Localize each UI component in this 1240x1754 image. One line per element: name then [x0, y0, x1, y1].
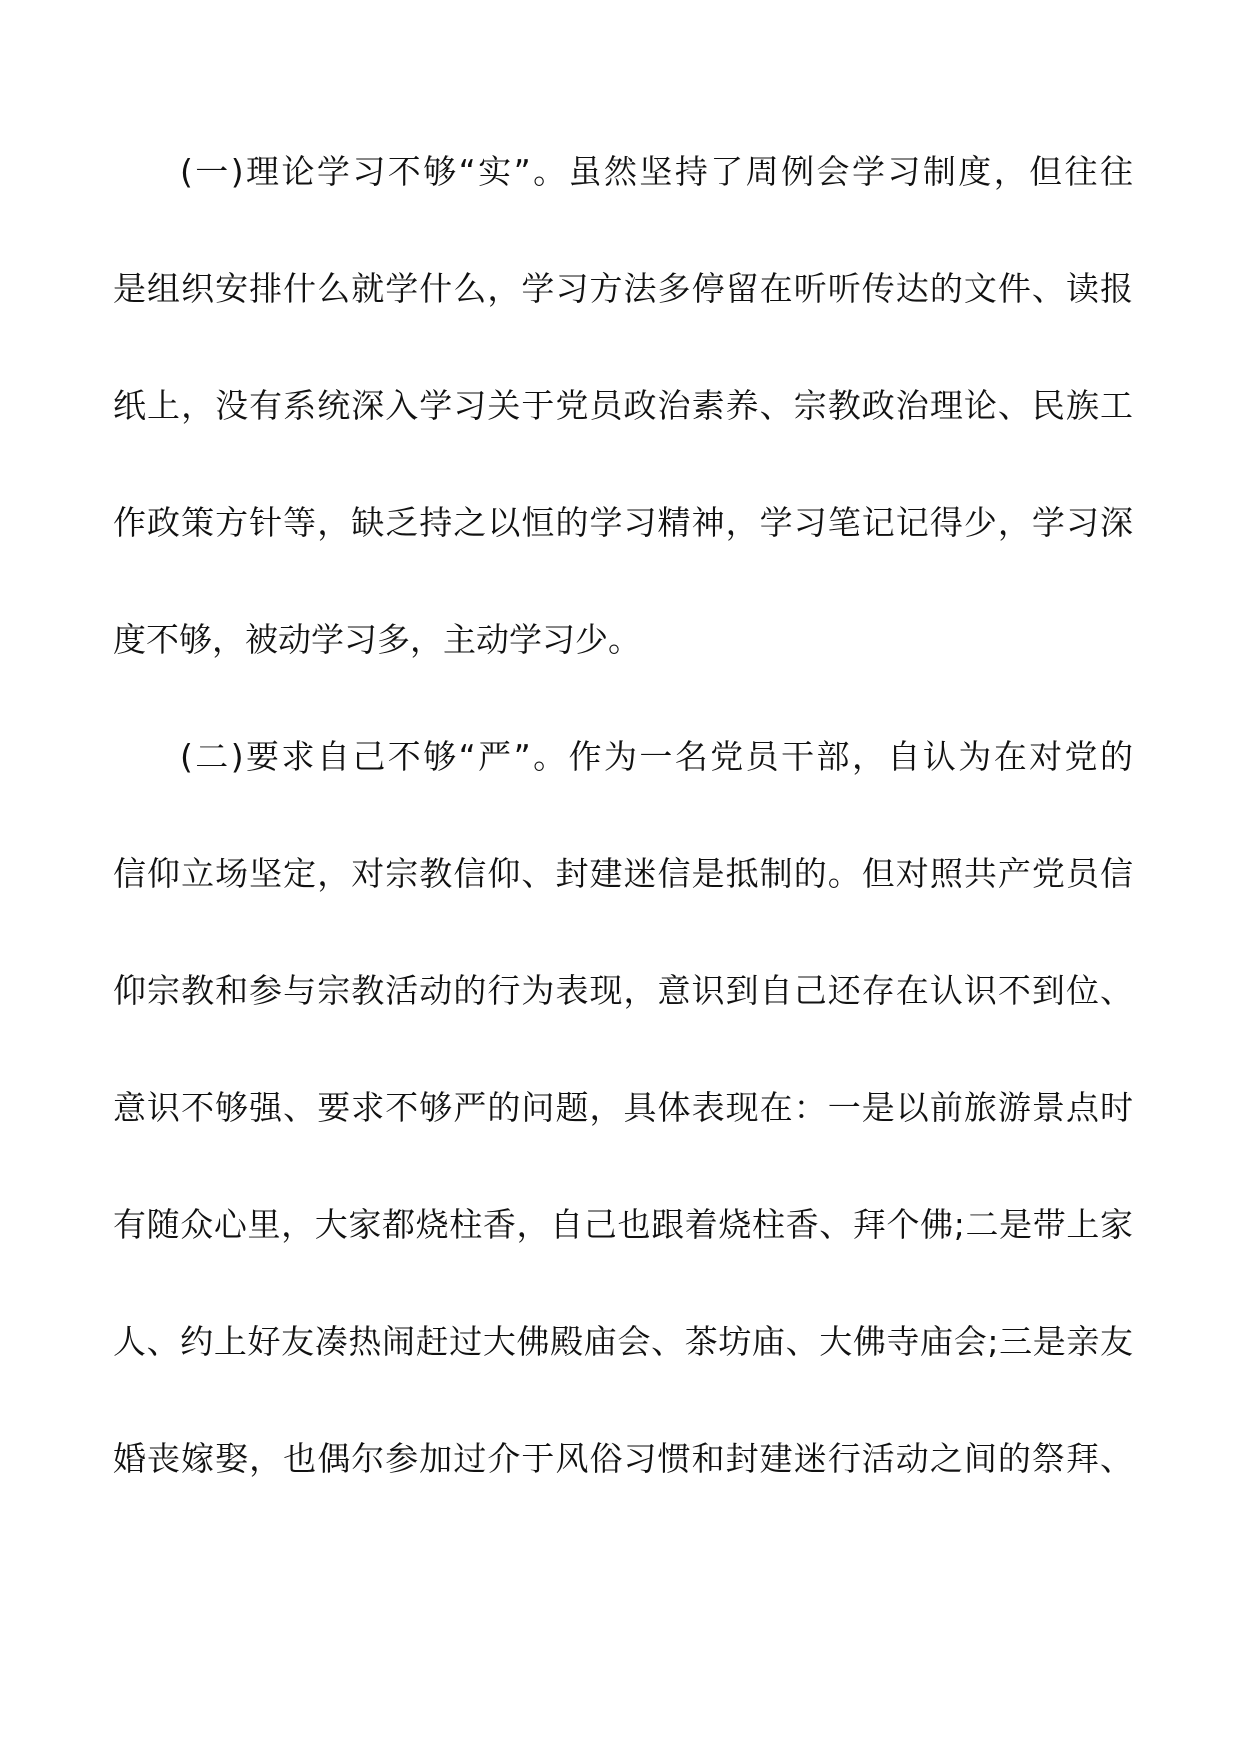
- paragraph-1-line-3: 纸上，没有系统深入学习关于党员政治素养、宗教政治理论、民族工: [113, 386, 1133, 425]
- paragraph-1-line-4: 作政策方针等，缺乏持之以恒的学习精神，学习笔记记得少，学习深: [113, 503, 1133, 542]
- paragraph-1-line-2: 是组织安排什么就学什么，学习方法多停留在听听传达的文件、读报: [113, 269, 1133, 308]
- paragraph-2-line-4: 意识不够强、要求不够严的问题，具体表现在：一是以前旅游景点时: [113, 1088, 1133, 1127]
- paragraph-2-line-7: 婚丧嫁娶，也偶尔参加过介于风俗习惯和封建迷行活动之间的祭拜、: [113, 1439, 1133, 1478]
- paragraph-2-line-6: 人、约上好友凑热闹赶过大佛殿庙会、茶坊庙、大佛寺庙会;三是亲友: [113, 1322, 1133, 1361]
- paragraph-2-line-3: 仰宗教和参与宗教活动的行为表现，意识到自己还存在认识不到位、: [113, 971, 1133, 1010]
- paragraph-1-line-1: (一)理论学习不够“实”。虽然坚持了周例会学习制度，但往往: [180, 152, 1133, 191]
- paragraph-2-line-1: (二)要求自己不够“严”。作为一名党员干部，自认为在对党的: [180, 737, 1133, 776]
- paragraph-2-line-5: 有随众心里，大家都烧柱香，自己也跟着烧柱香、拜个佛;二是带上家: [113, 1205, 1133, 1244]
- paragraph-1-line-5: 度不够，被动学习多，主动学习少。: [113, 620, 641, 659]
- paragraph-2-line-2: 信仰立场坚定，对宗教信仰、封建迷信是抵制的。但对照共产党员信: [113, 854, 1133, 893]
